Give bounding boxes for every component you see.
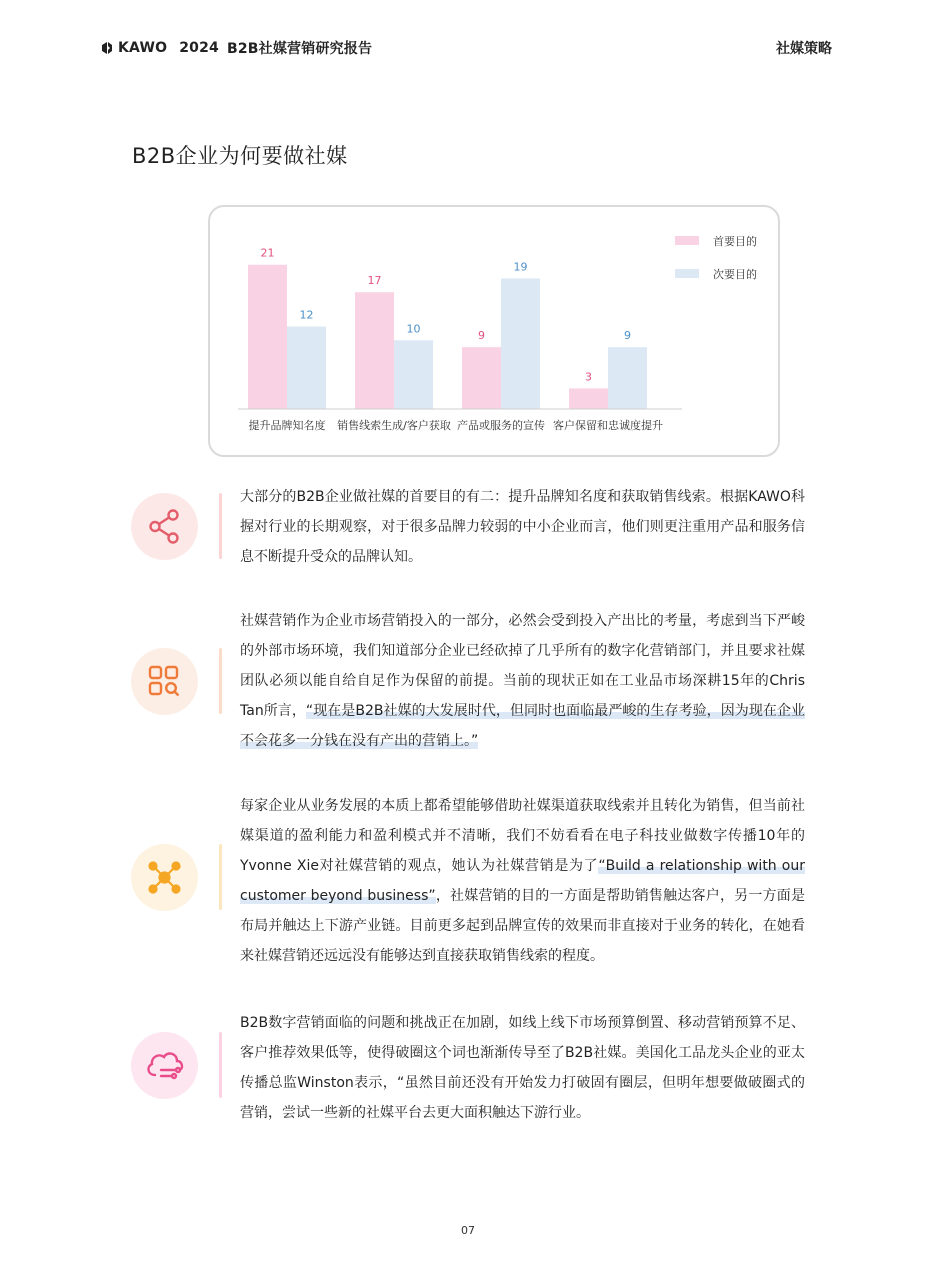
data-label: 10: [406, 322, 421, 336]
legend-swatch: [675, 269, 699, 278]
accent-bar: [219, 493, 222, 559]
app-search-icon: [131, 648, 198, 715]
bar-secondary: [501, 278, 540, 409]
accent-bar: [219, 1032, 222, 1098]
paragraph-1: 大部分的B2B企业做社媒的首要目的有二：提升品牌知名度和获取销售线索。根据KAWO科握对行业的长期观察，对于很多品牌力较弱的中小企业而言，他们则更注重用产品和服务信息不断提升受众的品牌认知。: [240, 489, 805, 565]
bar-primary: [569, 388, 608, 409]
cloud-data-icon: [131, 1032, 198, 1099]
bar-chart: [210, 207, 782, 459]
chart-container: [208, 205, 780, 457]
paragraph-2: [240, 606, 805, 756]
accent-bar: [219, 648, 222, 714]
kawo-logo-icon: [100, 41, 114, 55]
category-label: 销售线索生成/客户获取: [337, 419, 451, 432]
network-icon-badge: [131, 844, 198, 911]
paragraph-3-text: 每家企业从业务发展的本质上都希望能够借助社媒渠道获取线索并且转化为销售，但当前社媒渠道的盈利能力和盈利模式并不清晰，我们不妨看看在电子科技业做数字传播10年的Yvonne Xie对社媒营销的观点，她认为社媒营销是为了: [240, 798, 805, 874]
data-label: 9: [624, 329, 631, 343]
data-label: 19: [513, 260, 528, 274]
data-label: 12: [299, 308, 314, 322]
cloud-data-icon-badge: [131, 1032, 198, 1099]
data-label: 9: [478, 329, 485, 343]
data-label: 3: [585, 370, 592, 384]
legend-swatch: [675, 236, 699, 245]
bar-secondary: [287, 327, 326, 409]
bar-secondary: [608, 347, 647, 409]
paragraph-3: [240, 791, 805, 971]
accent-bar: [219, 844, 222, 910]
report-header: [100, 38, 372, 58]
bar-primary: [462, 347, 501, 409]
paragraph-3-text-end: ，社媒营销的目的一方面是帮助销售触达客户，另一方面是布局并触达上下游产业链。目前更多起到品牌宣传的效果而非直接对于业务的转化，在她看来社媒营销还远远没有能够达到直接获取销售线索的程度。: [240, 888, 805, 964]
report-year: 2024: [179, 40, 219, 56]
bar-primary: [355, 292, 394, 409]
legend-label: 首要目的: [713, 235, 757, 248]
category-label: 客户保留和忠诚度提升: [553, 419, 663, 432]
legend-label: 次要目的: [713, 268, 757, 281]
page-number: 07: [461, 1224, 475, 1237]
report-title: B2B社媒营销研究报告: [226, 41, 373, 57]
category-label: 提升品牌知名度: [248, 419, 326, 432]
share-icon: [131, 493, 198, 560]
brand-name: KAWO: [118, 40, 168, 56]
bar-primary: [248, 265, 287, 409]
quote-highlight: “现在是B2B社媒的大发展时代，但同时也面临最严峻的生存考验，因为现在企业不会花多一分钱在没有产出的营销上。”: [240, 703, 805, 749]
paragraph-4: B2B数字营销面临的问题和挑战正在加剧，如线上线下市场预算倒置、移动营销预算不足、客户推荐效果低等，使得破圈这个词也渐渐传导至了B2B社媒。美国化工品龙头企业的亚太传播总监Winston表示，“虽然目前还没有开始发力打破固有圈层，但明年想要做破圈式的营销，尝试一些新的社媒平台去更大面积触达下游行业。: [240, 1015, 805, 1121]
section-label: 社媒策略: [776, 41, 832, 57]
data-label: 17: [367, 274, 382, 288]
network-icon: [131, 844, 198, 911]
data-label: 21: [260, 246, 275, 260]
paragraph-2-text: 社媒营销作为企业市场营销投入的一部分，必然会受到投入产出比的考量，考虑到当下严峻的外部市场环境，我们知道部分企业已经砍掉了几乎所有的数字化营销部门，并且要求社媒团队必须以能自给自足作为保留的前提。当前的现状正如在工业品市场深耕15年的Chris Tan所言，: [240, 613, 805, 719]
share-icon-badge: [131, 493, 198, 560]
page-title: B2B企业为何要做社媒: [132, 144, 348, 168]
category-label: 产品或服务的宣传: [457, 419, 545, 432]
quote-highlight: “Build a relationship with our customer beyond business”: [240, 858, 805, 904]
bar-secondary: [394, 340, 433, 409]
app-search-icon-badge: [131, 648, 198, 715]
